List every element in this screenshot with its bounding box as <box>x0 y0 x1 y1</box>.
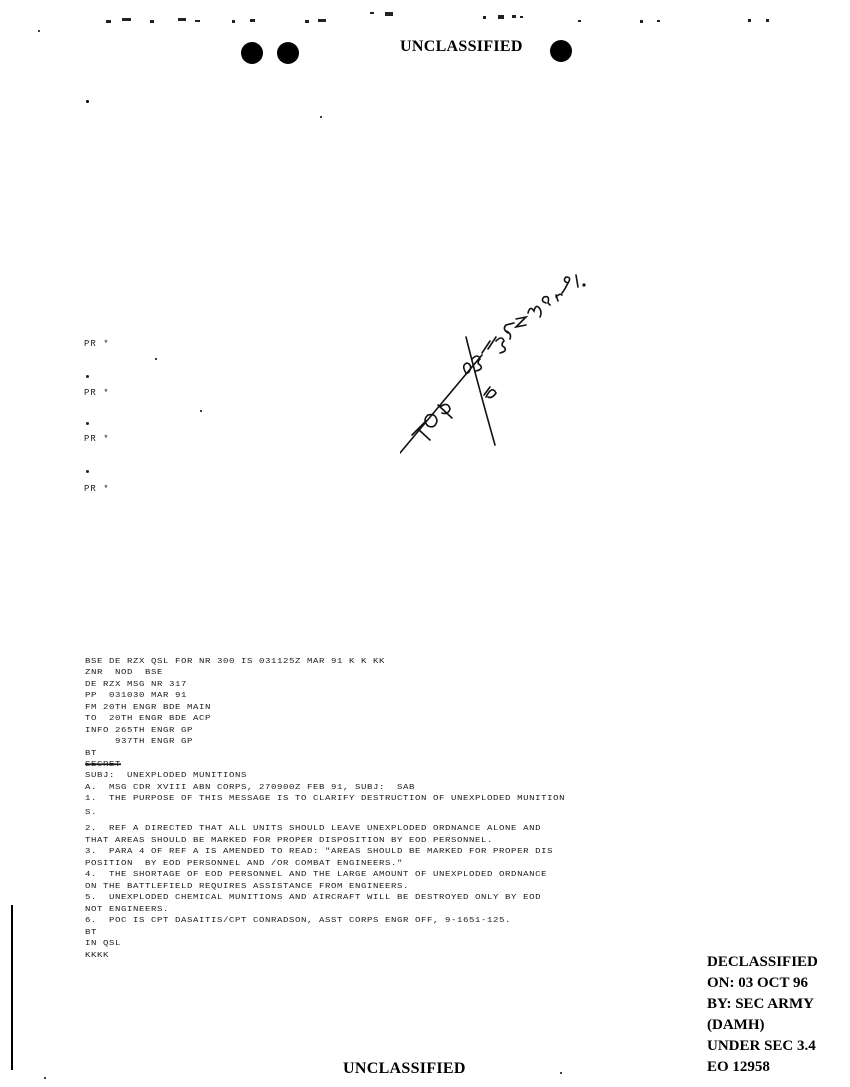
message-line: BSE DE RZX QSL FOR NR 300 IS 031125Z MAR 91 K K KK <box>85 657 386 666</box>
message-line: DE RZX MSG NR 317 <box>85 680 188 689</box>
message-paragraph: 3. PARA 4 OF REF A IS AMENDED TO READ: "AREAS SHOULD BE MARKED FOR PROPER DIS <box>85 847 554 856</box>
declassification-line: BY: SEC ARMY <box>707 996 814 1012</box>
scan-speck <box>38 30 40 32</box>
routing-mark: PR * <box>84 484 110 494</box>
header-punch-hole <box>241 42 263 64</box>
message-paragraph: NOT ENGINEERS. <box>85 905 170 914</box>
classification-marking-struck: SECRET <box>85 760 122 769</box>
message-line: IN QSL <box>85 939 122 948</box>
declassification-line: (DAMH) <box>707 1017 765 1033</box>
message-paragraph: 5. UNEXPLODED CHEMICAL MUNITIONS AND AIRCRAFT WILL BE DESTROYED ONLY BY EOD <box>85 893 542 902</box>
margin-bar <box>11 905 13 1070</box>
declassification-line: DECLASSIFIED <box>707 954 818 970</box>
message-paragraph: 2. REF A DIRECTED THAT ALL UNITS SHOULD LEAVE UNEXPLODED ORDNANCE ALONE AND <box>85 824 542 833</box>
routing-mark: PR * <box>84 434 110 444</box>
message-line: 937TH ENGR GP <box>85 737 194 746</box>
declassification-line: UNDER SEC 3.4 <box>707 1038 816 1054</box>
message-line: TO 20TH ENGR BDE ACP <box>85 714 212 723</box>
scan-speck <box>320 116 322 118</box>
message-paragraph: 6. POC IS CPT DASAITIS/CPT CONRADSON, ASST CORPS ENGR OFF, 9-1651-125. <box>85 916 512 925</box>
header-classification: UNCLASSIFIED <box>400 38 523 55</box>
message-line: ZNR NOD BSE <box>85 668 164 677</box>
message-paragraph: S. <box>85 808 98 817</box>
message-paragraph: 1. THE PURPOSE OF THIS MESSAGE IS TO CLARIFY DESTRUCTION OF UNEXPLODED MUNITION <box>85 794 566 803</box>
message-line: FM 20TH ENGR BDE MAIN <box>85 703 212 712</box>
message-line: A. MSG CDR XVIII ABN CORPS, 270900Z FEB 91, SUBJ: SAB <box>85 783 416 792</box>
declassification-line: ON: 03 OCT 96 <box>707 975 808 991</box>
handwritten-annotation <box>400 255 600 470</box>
scan-speck <box>560 1072 562 1074</box>
footer-classification: UNCLASSIFIED <box>343 1060 466 1077</box>
scan-speck <box>155 358 157 360</box>
message-line: KKKK <box>85 951 110 960</box>
declassification-stamp <box>707 952 818 1078</box>
header-punch-hole <box>277 42 299 64</box>
header-punch-hole <box>550 40 572 62</box>
routing-mark: PR * <box>84 388 110 398</box>
routing-mark: PR * <box>84 339 110 349</box>
message-line: BT <box>85 749 98 758</box>
routing-dot <box>86 422 89 425</box>
message-paragraph: THAT AREAS SHOULD BE MARKED FOR PROPER DISPOSITION BY EOD PERSONNEL. <box>85 836 494 845</box>
scan-speck <box>86 100 89 103</box>
message-line: PP 031030 MAR 91 <box>85 691 188 700</box>
scan-speck <box>44 1077 46 1079</box>
message-line: BT <box>85 928 98 937</box>
message-paragraph: 4. THE SHORTAGE OF EOD PERSONNEL AND THE LARGE AMOUNT OF UNEXPLODED ORDNANCE <box>85 870 548 879</box>
routing-dot <box>86 375 89 378</box>
message-line: INFO 265TH ENGR GP <box>85 726 194 735</box>
message-paragraph: ON THE BATTLEFIELD REQUIRES ASSISTANCE FROM ENGINEERS. <box>85 882 410 891</box>
routing-dot <box>86 470 89 473</box>
scan-noise-top <box>0 0 850 30</box>
declassification-line: EO 12958 <box>707 1059 770 1075</box>
scan-speck <box>200 410 202 412</box>
message-subject: SUBJ: UNEXPLODED MUNITIONS <box>85 771 248 780</box>
message-paragraph: POSITION BY EOD PERSONNEL AND /OR COMBAT ENGINEERS." <box>85 859 404 868</box>
